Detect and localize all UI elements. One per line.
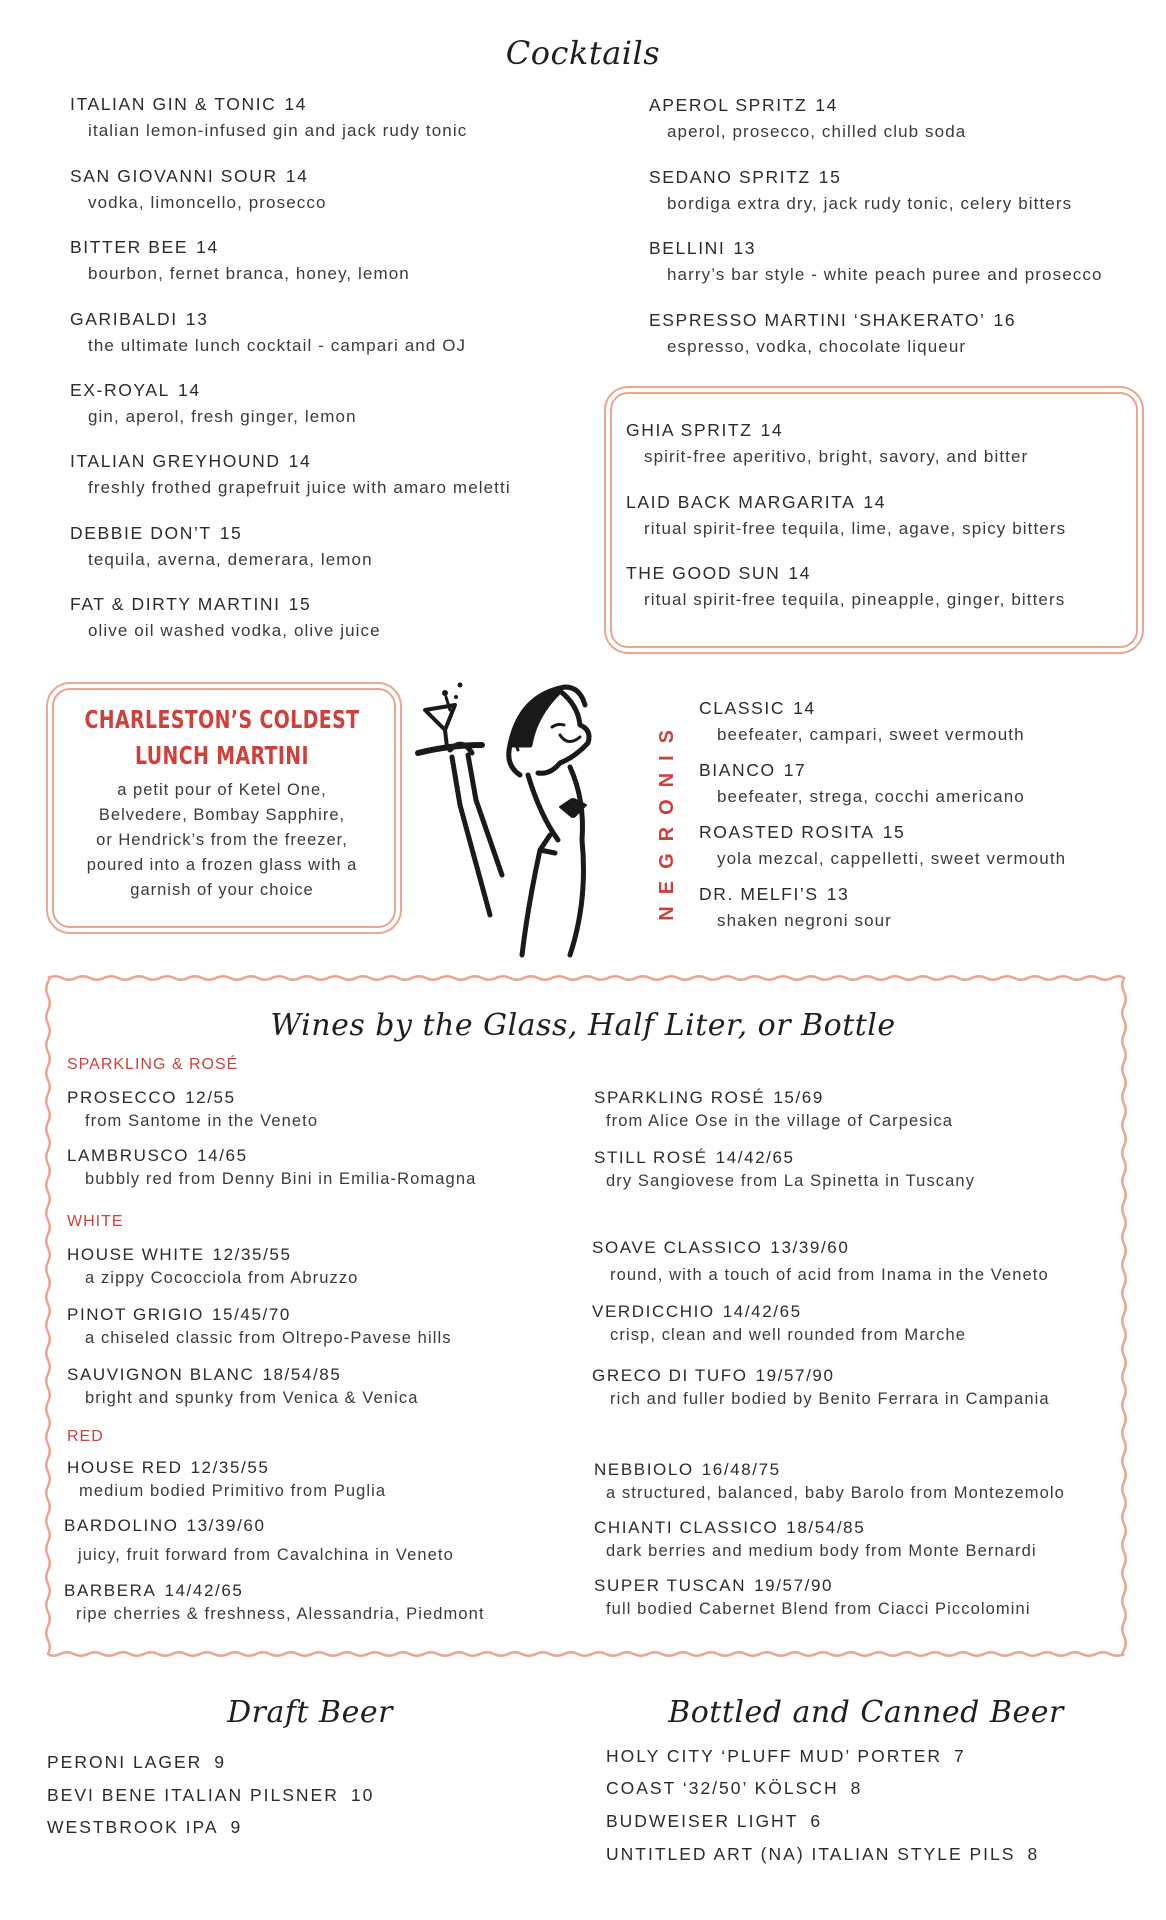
wine-category-white: WHITE <box>67 1213 124 1230</box>
wine-item: VERDICCHIO 14/42/65 crisp, clean and well rounded from Marche <box>592 1302 966 1344</box>
wine-item: BARDOLINO 13/39/60 juicy, fruit forward from Cavalchina in Veneto <box>64 1516 454 1564</box>
wine-item: GRECO DI TUFO 19/57/90 rich and fuller bodied by Benito Ferrara in Campania <box>592 1366 1050 1408</box>
cocktail-item: SEDANO SPRITZ 15 bordiga extra dry, jack rudy tonic, celery bitters <box>649 167 1073 213</box>
cocktail-item: GARIBALDI 13 the ultimate lunch cocktail - campari and OJ <box>70 309 467 355</box>
beer-item: BEVI BENE ITALIAN PILSNER 10 <box>47 1785 375 1805</box>
negroni-item: BIANCO 17 beefeater, strega, cocchi americano <box>699 760 1025 806</box>
cocktail-item: BITTER BEE 14 bourbon, fernet branca, honey, lemon <box>70 237 410 283</box>
wine-item: SUPER TUSCAN 19/57/90 full bodied Cabernet Blend from Ciacci Piccolomini <box>594 1576 1031 1618</box>
wines-title: Wines by the Glass, Half Liter, or Bottle <box>270 1008 896 1043</box>
beer-item: BUDWEISER LIGHT 6 <box>606 1811 823 1831</box>
wine-item: SOAVE CLASSICO 13/39/60 round, with a touch of acid from Inama in the Veneto <box>592 1238 1049 1284</box>
cocktail-item: ITALIAN GREYHOUND 14 freshly frothed grapefruit juice with amaro meletti <box>70 451 511 497</box>
wine-item: STILL ROSÉ 14/42/65 dry Sangiovese from La Spinetta in Tuscany <box>594 1148 976 1190</box>
wine-item: HOUSE WHITE 12/35/55 a zippy Cococciola from Abruzzo <box>67 1245 359 1287</box>
cocktails-title: Cocktails <box>505 34 661 72</box>
wine-item: CHIANTI CLASSICO 18/54/85 dark berries and medium body from Monte Bernardi <box>594 1518 1037 1560</box>
negroni-item: DR. MELFI’S 13 shaken negroni sour <box>699 884 892 930</box>
cocktail-item: APEROL SPRITZ 14 aperol, prosecco, chilled club soda <box>649 95 967 141</box>
wine-item: SPARKLING ROSÉ 15/69 from Alice Ose in the village of Carpesica <box>594 1088 954 1130</box>
wine-item: NEBBIOLO 16/48/75 a structured, balanced, baby Barolo from Montezemolo <box>594 1460 1065 1502</box>
wine-item: PINOT GRIGIO 15/45/70 a chiseled classic from Oltrepo-Pavese hills <box>67 1305 452 1347</box>
wine-item: HOUSE RED 12/35/55 medium bodied Primitivo from Puglia <box>67 1458 387 1500</box>
cocktail-item: ESPRESSO MARTINI ‘SHAKERATO’ 16 espresso, vodka, chocolate liqueur <box>649 310 1017 356</box>
wine-category-sparkling: SPARKLING & ROSÉ <box>67 1056 239 1073</box>
bottled-beer-title: Bottled and Canned Beer <box>668 1695 1064 1730</box>
wine-item: LAMBRUSCO 14/65 bubbly red from Denny Bini in Emilia-Romagna <box>67 1146 477 1188</box>
cocktail-item: FAT & DIRTY MARTINI 15 olive oil washed vodka, olive juice <box>70 594 381 640</box>
wine-item: SAUVIGNON BLANC 18/54/85 bright and spunky from Venica & Venica <box>67 1365 419 1407</box>
lunch-martini-title: CHARLESTON’S COLDEST LUNCH MARTINI <box>84 705 360 770</box>
negronis-vertical-label: NEGRONIS <box>656 718 678 921</box>
beer-item: WESTBROOK IPA 9 <box>47 1817 243 1837</box>
cocktail-item: ITALIAN GIN & TONIC 14 italian lemon-infused gin and jack rudy tonic <box>70 94 468 140</box>
cocktail-item: EX-ROYAL 14 gin, aperol, fresh ginger, lemon <box>70 380 357 426</box>
cocktail-item: DEBBIE DON’T 15 tequila, averna, demerara, lemon <box>70 523 373 569</box>
beer-item: COAST ‘32/50’ KÖLSCH 8 <box>606 1778 863 1798</box>
wine-item: PROSECCO 12/55 from Santome in the Veneto <box>67 1088 319 1130</box>
spirit-free-item: LAID BACK MARGARITA 14 ritual spirit-free tequila, lime, agave, spicy bitters <box>626 492 1067 538</box>
negroni-item: ROASTED ROSITA 15 yola mezcal, cappelletti, sweet vermouth <box>699 822 1067 868</box>
cocktail-item: BELLINI 13 harry’s bar style - white peach puree and prosecco <box>649 238 1103 284</box>
wine-item: BARBERA 14/42/65 ripe cherries & freshness, Alessandria, Piedmont <box>64 1581 485 1623</box>
cocktail-item: SAN GIOVANNI SOUR 14 vodka, limoncello, prosecco <box>70 166 327 212</box>
lunch-martini-description: a petit pour of Ketel One, Belvedere, Bombay Sapphire, or Hendrick’s from the freezer, poured into a frozen glass with a garnish of your choice <box>86 781 358 899</box>
negroni-item: CLASSIC 14 beefeater, campari, sweet vermouth <box>699 698 1025 744</box>
spirit-free-item: GHIA SPRITZ 14 spirit-free aperitivo, bright, savory, and bitter <box>626 420 1029 466</box>
beer-item: HOLY CITY ‘PLUFF MUD’ PORTER 7 <box>606 1746 966 1766</box>
beer-item: PERONI LAGER 9 <box>47 1752 227 1772</box>
spirit-free-item: THE GOOD SUN 14 ritual spirit-free tequila, pineapple, ginger, bitters <box>626 563 1066 609</box>
wine-category-red: RED <box>67 1428 104 1445</box>
beer-item: UNTITLED ART (NA) ITALIAN STYLE PILS 8 <box>606 1844 1040 1864</box>
draft-beer-title: Draft Beer <box>227 1695 393 1730</box>
